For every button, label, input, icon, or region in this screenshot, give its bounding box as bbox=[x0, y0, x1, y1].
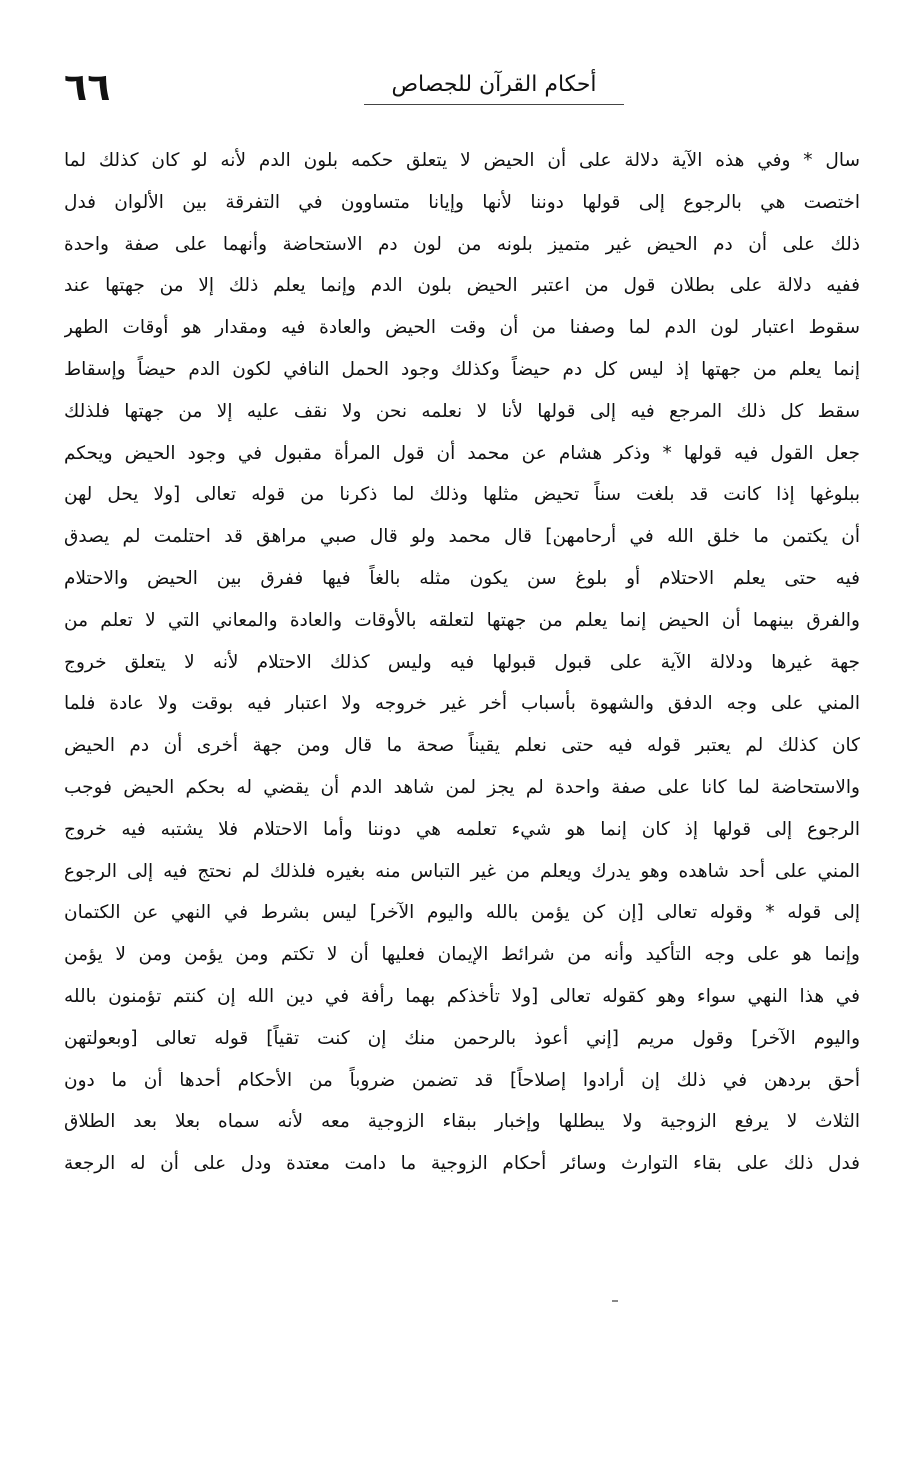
text-line: ببلوغها إذا كانت قد بلغت سناً تحيض مثلها وذلك لما ذكرنا من قوله تعالى [ولا يحل لهن bbox=[64, 484, 860, 506]
text-line: الرجوع إلى قولها إذ كان إنما هو شيء تعلمه هي دوننا وأما الاحتلام فلا يشتبه فيه خروج bbox=[64, 818, 860, 840]
text-line: سال * وفي هذه الآية دلالة على أن الحيض لا يتعلق حكمه بلون الدم لأنه لو كان كذلك لما bbox=[64, 150, 860, 171]
text-line: فدل ذلك على بقاء التوارث وسائر أحكام الزوجية ما دامت معتدة ودل على أن له الرجعة bbox=[64, 1153, 860, 1175]
running-title: أحكام القرآن للجصاص bbox=[391, 72, 597, 97]
text-line: جعل القول فيه قولها * وذكر هشام عن محمد أن قول المرأة مقبول في وجود الحيض ويحكم bbox=[64, 442, 860, 464]
body-text bbox=[64, 140, 860, 1185]
text-line: أحق بردهن في ذلك إن أرادوا إصلاحاً] قد تضمن ضروباً من الأحكام أحدها أن ما دون bbox=[64, 1069, 860, 1091]
text-line: المني على وجه الدفق والشهوة بأسباب أخر غير خروجه ولا اعتبار فيه بوقت ولا عادة فلما bbox=[64, 693, 860, 715]
text-line: في هذا النهي سواء وهو كقوله تعالى [ولا تأخذكم بهما رأفة في دين الله إن كنتم تؤمنون بالله bbox=[64, 985, 860, 1007]
text-line: وإنما هو على وجه التأكيد وأنه من شرائط الإيمان فعليها أن لا تكتم ومن يؤمن ومن لا يؤمن bbox=[64, 944, 860, 966]
text-line: ففيه دلالة على بطلان قول من اعتبر الحيض بلون الدم وإنما يعلم ذلك إلا من جهتها عند bbox=[64, 275, 860, 297]
page-header bbox=[64, 64, 860, 110]
text-line: سقط كل ذلك المرجع فيه إلى قولها لأنا لا نعلمه نحن ولا نقف عليه إلا من جهتها فلذلك bbox=[64, 400, 860, 422]
text-line: اختصت هي بالرجوع إلى قولها دوننا لأنها وإيانا متساوون في التفرقة بين الألوان فدل bbox=[64, 191, 860, 213]
text-line: واليوم الآخر] وقول مريم [إني أعوذ بالرحمن منك إن كنت تقياً] قوله تعالى [وبعولتهن bbox=[64, 1027, 860, 1049]
text-line: ذلك على أن دم الحيض غير متميز بلونه من لون دم الاستحاضة وأنهما على صفة واحدة bbox=[64, 233, 860, 255]
text-line: والاستحاضة لما كانا على صفة واحدة لم يجز لمن شاهد الدم أن يقضي له بحكم الحيض فوجب bbox=[64, 776, 860, 798]
text-line: والفرق بينهما أن الحيض إنما يعلم من جهتها لتعلقه بالأوقات والعادة والمعاني التي لا تعلم من bbox=[64, 609, 860, 631]
text-line: المني على أحد شاهده وهو يدرك ويعلم من غير التباس منه بغيره فلذلك لم نحتج فيه إلى الرجوع bbox=[64, 860, 860, 882]
text-line: إنما يعلم من جهتها إذ ليس كل دم حيضاً وكذلك وجود الحمل النافي لكون الدم حيضاً وإسقاط bbox=[64, 358, 860, 380]
page-number: ٦٦ bbox=[64, 65, 111, 109]
scan-speck bbox=[612, 1300, 618, 1302]
text-line: أن يكتمن ما خلق الله في أرحامهن] قال محمد ولو قال صبي مراهق قد احتلمت لم يصدق bbox=[64, 526, 860, 548]
text-line: فيه حتى يعلم الاحتلام أو بلوغ سن يكون مثله بالغاً فيها ففرق بين الحيض والاحتلام bbox=[64, 567, 860, 589]
text-line: سقوط اعتبار لون الدم لما وصفنا من أن وقت الحيض والعادة فيه ومقدار هو أوقات الطهر bbox=[64, 317, 860, 339]
text-line: جهة غيرها ودلالة الآية على قبول قبولها فيه وليس كذلك الاحتلام لأنه لا يتعلق خروج bbox=[64, 651, 860, 673]
text-line: الثلاث لا يرفع الزوجية ولا يبطلها وإخبار ببقاء الزوجية معه لأنه سماه بعلا بعد الطلاق bbox=[64, 1111, 860, 1133]
text-line: كان كذلك لم يعتبر قوله فيه حتى نعلم يقيناً صحة ما قال ومن جهة أخرى أن دم الحيض bbox=[64, 735, 860, 757]
header-divider bbox=[364, 104, 624, 105]
text-line: إلى قوله * وقوله تعالى [إن كن يؤمن بالله واليوم الآخر] ليس بشرط في النهي عن الكتمان bbox=[64, 902, 860, 924]
